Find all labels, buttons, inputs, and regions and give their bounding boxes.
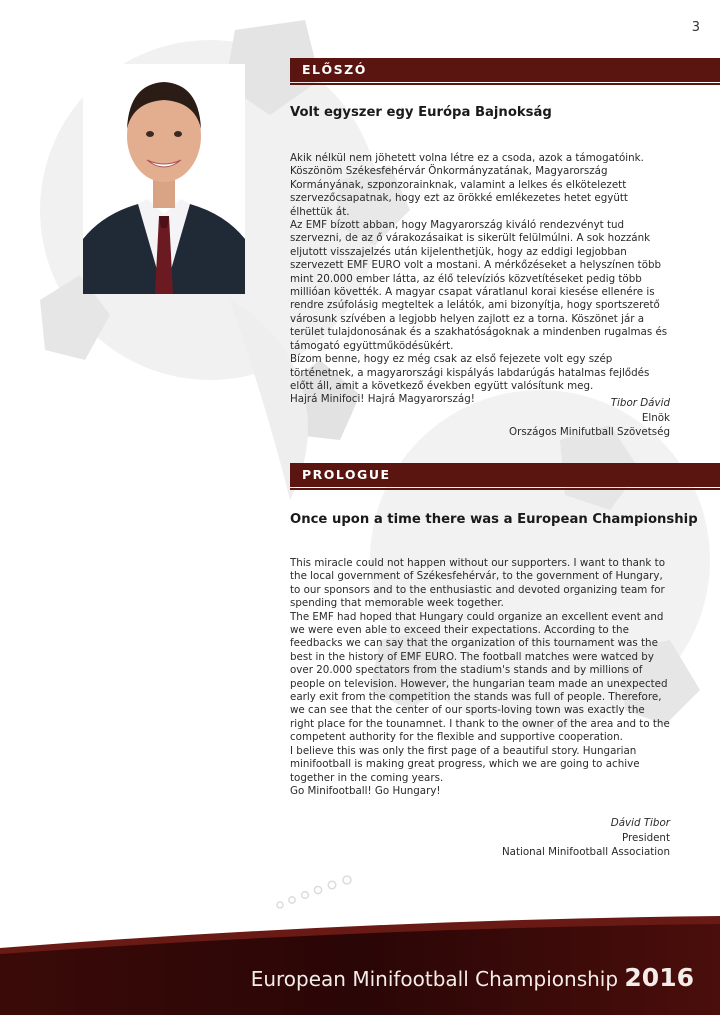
signature-role: President — [621, 831, 670, 844]
footer-title-text: European Minifootball Championship — [250, 967, 619, 991]
section-header-eloszo — [290, 58, 720, 82]
signature-role: Elnök — [641, 411, 670, 424]
section-underline — [290, 83, 720, 85]
portrait-photo — [83, 64, 245, 294]
body-english — [290, 557, 670, 798]
section-title: PROLOGUE — [302, 467, 391, 482]
paragraph: The EMF had hoped that Hungary could organize an excellent event and we were even able to exceed their expectations. According to the feedbacks we can say that the organization of this tournament was the best in the history of EMF EURO. The football matches were watced by over 20.000 spectators from the stadium's stands and by millions of people on television. However, the hungarian team made an unexpected early exit from the competition the stands was full of people. Therefore, we can see that the center of our sports-loving town was exactly the right place for the tounamnet. I thank to the owner of the area and to the competent authority for the flexible and supportive cooperation. — [290, 610, 670, 744]
paragraph: Bízom benne, hogy ez még csak az első fejezete volt egy szép történetnek, a magyarországi kispályás labdarúgás hatalmas fejlődés előtt áll, amit a következő években együtt valósítunk meg. — [290, 353, 650, 392]
paragraph: Akik nélkül nem jöhetett volna létre ez a csoda, azok a támogatóink. Köszönöm Székesfehérvár Önkormányzatának, Magyarország Kormányának, szponzorainknak, valamint a lelkes és elkötelezett szervezőcsapatnak, hogy ezt az örökké emlékezetes hetet együtt élhettük át. — [290, 152, 644, 218]
headline-english: Once upon a time there was a European Championship — [290, 512, 698, 527]
signature-name: Tibor Dávid — [610, 397, 670, 409]
page-number: 3 — [691, 20, 700, 35]
signature-org: Országos Minifutball Szövetség — [509, 426, 670, 439]
paragraph: I believe this was only the first page of a beautiful story. Hungarian minifootball is making great progress, which we are going to achive together in the coming years. — [290, 744, 640, 784]
signature-name: Dávid Tibor — [610, 817, 670, 829]
signature-english — [502, 816, 670, 860]
signature-hungarian — [509, 396, 670, 440]
paragraph: Go Minifootball! Go Hungary! — [290, 784, 441, 797]
footer-band — [0, 900, 720, 1015]
signature-org: National Minifootball Association — [501, 846, 670, 859]
footer-title — [251, 963, 694, 992]
footer-year: 2016 — [624, 963, 694, 992]
paragraph: This miracle could not happen without our supporters. I want to thank to the local government of Székesfehérvár, to the government of Hungary, to our sponsors and to the enthusiastic and devoted organizing team for spending that memorable week together. — [290, 557, 666, 610]
section-title: ELŐSZÓ — [302, 62, 367, 77]
section-header-prologue — [290, 463, 720, 487]
headline-hungarian: Volt egyszer egy Európa Bajnokság — [290, 105, 552, 120]
section-underline — [290, 488, 720, 490]
body-hungarian — [290, 152, 670, 407]
paragraph: Hajrá Minifoci! Hajrá Magyarország! — [290, 393, 475, 406]
paragraph: Az EMF bízott abban, hogy Magyarország kiváló rendezvényt tud szervezni, de az ő várakozásaikat is sikerült felülmúlni. A sok hozzánk eljutott visszajelzés után kijelenthetjük, hogy az eddigi legjobban szervezett EMF EURO volt a mostani. A mérkőzéseket a helyszínen több mint 20.000 ember látta, az élő televíziós közvetítéseket pedig több millióan követték. A magyar csapat váratlanul korai kiesése ellenére is rendre zsúfolásig megteltek a lelátók, ami bizonyítja, hogy sportszerető városunk szívében a legjobb helyen zajlott ez a torna. Köszönet jár a terület tulajdonosának és a szakhatóságoknak a mindenben rugalmas és támogató együttműködésükért. — [290, 219, 668, 352]
